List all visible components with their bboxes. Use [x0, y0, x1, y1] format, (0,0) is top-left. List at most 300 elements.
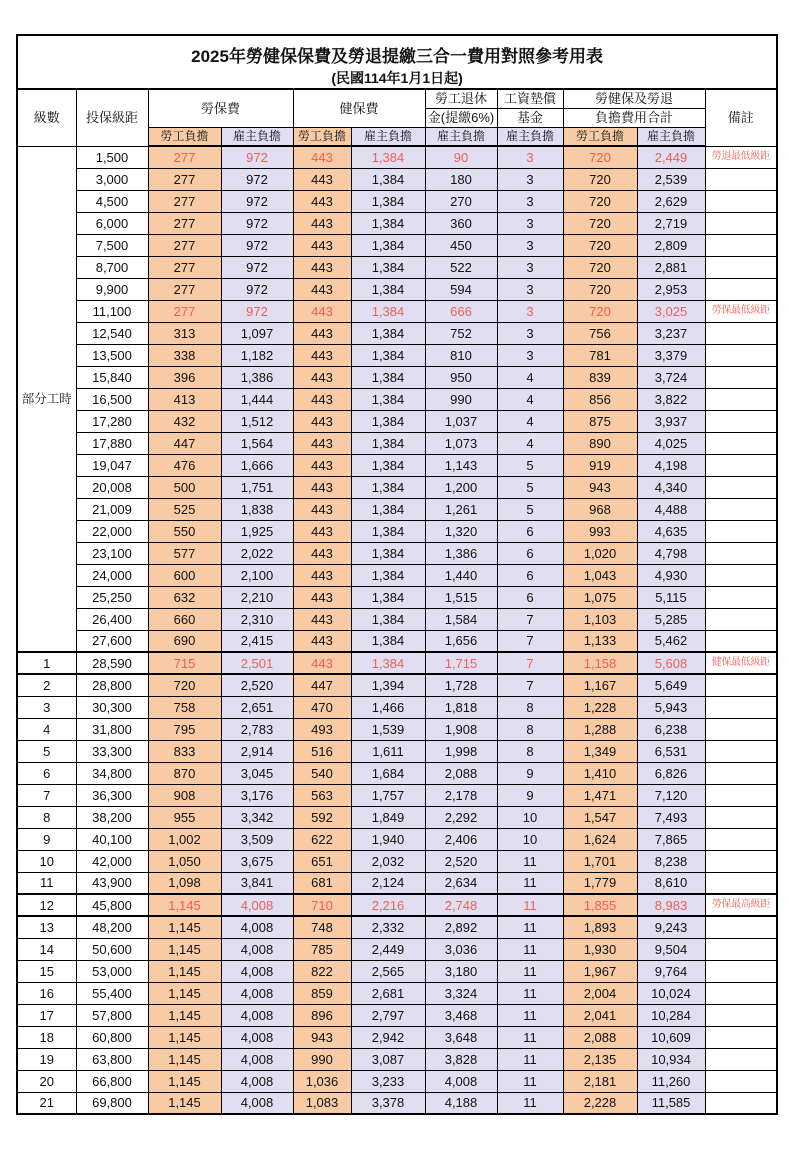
- value-cell: 2,135: [563, 1048, 637, 1070]
- value-cell: 896: [293, 1004, 351, 1026]
- value-cell: 5,115: [637, 586, 705, 608]
- value-cell: 11: [497, 1026, 563, 1048]
- value-cell: 2,228: [563, 1092, 637, 1114]
- value-cell: 3: [497, 146, 563, 168]
- level-cell: 14: [17, 938, 76, 960]
- table-row: [17, 894, 777, 916]
- bracket-cell: 60,800: [76, 1026, 148, 1048]
- value-cell: 5,649: [637, 674, 705, 696]
- value-cell: 5,608: [637, 652, 705, 674]
- table-row: [17, 828, 777, 850]
- value-cell: 2,748: [425, 894, 497, 916]
- value-cell: 3: [497, 234, 563, 256]
- table-row: [17, 586, 777, 608]
- level-cell: 4: [17, 718, 76, 740]
- table-row: [17, 146, 777, 168]
- value-cell: 3,036: [425, 938, 497, 960]
- value-cell: 3,724: [637, 366, 705, 388]
- value-cell: 1,002: [148, 828, 221, 850]
- value-cell: 3,237: [637, 322, 705, 344]
- level-cell: 11: [17, 872, 76, 894]
- value-cell: 1,384: [351, 454, 425, 476]
- bracket-cell: 40,100: [76, 828, 148, 850]
- value-cell: 443: [293, 300, 351, 322]
- value-cell: 1,075: [563, 586, 637, 608]
- value-cell: 1,261: [425, 498, 497, 520]
- value-cell: 2,406: [425, 828, 497, 850]
- value-cell: 4: [497, 432, 563, 454]
- level-cell: 21: [17, 1092, 76, 1114]
- col-header-health-insurance: 健保費: [293, 89, 425, 127]
- value-cell: 1,050: [148, 850, 221, 872]
- title-row: [17, 35, 777, 89]
- table-row: [17, 212, 777, 234]
- value-cell: 870: [148, 762, 221, 784]
- value-cell: 972: [221, 146, 293, 168]
- value-cell: 443: [293, 630, 351, 652]
- value-cell: 2,004: [563, 982, 637, 1004]
- table-row: [17, 388, 777, 410]
- note-cell: 勞保最低級距: [705, 300, 777, 322]
- value-cell: 1,384: [351, 366, 425, 388]
- value-cell: 1,384: [351, 520, 425, 542]
- value-cell: 2,088: [425, 762, 497, 784]
- value-cell: 594: [425, 278, 497, 300]
- value-cell: 632: [148, 586, 221, 608]
- value-cell: 1,893: [563, 916, 637, 938]
- value-cell: 9: [497, 784, 563, 806]
- value-cell: 3,937: [637, 410, 705, 432]
- value-cell: 2,651: [221, 696, 293, 718]
- value-cell: 8: [497, 740, 563, 762]
- value-cell: 1,466: [351, 696, 425, 718]
- value-cell: 1,394: [351, 674, 425, 696]
- note-cell: [705, 1048, 777, 1070]
- value-cell: 3,675: [221, 850, 293, 872]
- value-cell: 4: [497, 410, 563, 432]
- value-cell: 443: [293, 652, 351, 674]
- value-cell: 1,940: [351, 828, 425, 850]
- value-cell: 11: [497, 1070, 563, 1092]
- value-cell: 2,415: [221, 630, 293, 652]
- value-cell: 908: [148, 784, 221, 806]
- col-header-pension-bottom: 金(提繳6%): [425, 108, 497, 127]
- value-cell: 2,210: [221, 586, 293, 608]
- value-cell: 3,828: [425, 1048, 497, 1070]
- value-cell: 1,547: [563, 806, 637, 828]
- value-cell: 10,024: [637, 982, 705, 1004]
- value-cell: 3,087: [351, 1048, 425, 1070]
- value-cell: 443: [293, 168, 351, 190]
- value-cell: 4,008: [221, 1026, 293, 1048]
- note-cell: [705, 850, 777, 872]
- table-row: [17, 652, 777, 674]
- value-cell: 3,379: [637, 344, 705, 366]
- bracket-cell: 25,250: [76, 586, 148, 608]
- value-cell: 592: [293, 806, 351, 828]
- value-cell: 8: [497, 718, 563, 740]
- value-cell: 5: [497, 476, 563, 498]
- bracket-cell: 12,540: [76, 322, 148, 344]
- value-cell: 443: [293, 476, 351, 498]
- value-cell: 5,285: [637, 608, 705, 630]
- level-cell: 13: [17, 916, 76, 938]
- value-cell: 8,238: [637, 850, 705, 872]
- value-cell: 1,386: [425, 542, 497, 564]
- subheader-li-employee: 勞工負擔: [148, 127, 221, 146]
- bracket-cell: 11,100: [76, 300, 148, 322]
- value-cell: 1,145: [148, 960, 221, 982]
- value-cell: 1,715: [425, 652, 497, 674]
- table-row: [17, 938, 777, 960]
- value-cell: 443: [293, 586, 351, 608]
- value-cell: 1,103: [563, 608, 637, 630]
- note-cell: [705, 278, 777, 300]
- table-row: [17, 410, 777, 432]
- fee-table-body: [17, 146, 777, 1114]
- subheader-hi-employer: 雇主負擔: [351, 127, 425, 146]
- value-cell: 8,983: [637, 894, 705, 916]
- value-cell: 11: [497, 982, 563, 1004]
- value-cell: 443: [293, 520, 351, 542]
- note-cell: [705, 784, 777, 806]
- value-cell: 839: [563, 366, 637, 388]
- table-row: [17, 960, 777, 982]
- bracket-cell: 20,008: [76, 476, 148, 498]
- value-cell: 7: [497, 652, 563, 674]
- col-header-level: 級數: [17, 89, 76, 146]
- table-row: [17, 498, 777, 520]
- value-cell: 443: [293, 388, 351, 410]
- bracket-cell: 42,000: [76, 850, 148, 872]
- value-cell: 277: [148, 190, 221, 212]
- value-cell: 1,349: [563, 740, 637, 762]
- value-cell: 6: [497, 586, 563, 608]
- value-cell: 600: [148, 564, 221, 586]
- value-cell: 443: [293, 344, 351, 366]
- bracket-cell: 4,500: [76, 190, 148, 212]
- value-cell: 3: [497, 190, 563, 212]
- value-cell: 1,145: [148, 1026, 221, 1048]
- value-cell: 2,181: [563, 1070, 637, 1092]
- value-cell: 1,384: [351, 542, 425, 564]
- value-cell: 4,008: [221, 960, 293, 982]
- value-cell: 4,188: [425, 1092, 497, 1114]
- value-cell: 1,384: [351, 586, 425, 608]
- note-cell: [705, 168, 777, 190]
- value-cell: 3,176: [221, 784, 293, 806]
- value-cell: 1,751: [221, 476, 293, 498]
- value-cell: 277: [148, 300, 221, 322]
- value-cell: 1,145: [148, 916, 221, 938]
- value-cell: 1,818: [425, 696, 497, 718]
- value-cell: 2,216: [351, 894, 425, 916]
- value-cell: 720: [563, 146, 637, 168]
- value-cell: 3: [497, 256, 563, 278]
- value-cell: 2,914: [221, 740, 293, 762]
- value-cell: 4,008: [221, 1092, 293, 1114]
- value-cell: 9,504: [637, 938, 705, 960]
- value-cell: 1,584: [425, 608, 497, 630]
- value-cell: 1,037: [425, 410, 497, 432]
- table-row: [17, 278, 777, 300]
- bracket-cell: 22,000: [76, 520, 148, 542]
- value-cell: 715: [148, 652, 221, 674]
- value-cell: 972: [221, 278, 293, 300]
- level-cell: 17: [17, 1004, 76, 1026]
- value-cell: 2,449: [351, 938, 425, 960]
- value-cell: 4,198: [637, 454, 705, 476]
- level-cell: 12: [17, 894, 76, 916]
- bracket-cell: 33,300: [76, 740, 148, 762]
- value-cell: 690: [148, 630, 221, 652]
- value-cell: 2,041: [563, 1004, 637, 1026]
- bracket-cell: 48,200: [76, 916, 148, 938]
- table-row: [17, 454, 777, 476]
- table-row: [17, 1004, 777, 1026]
- value-cell: 11: [497, 850, 563, 872]
- value-cell: 720: [563, 190, 637, 212]
- header-row-1: [17, 89, 777, 108]
- value-cell: 2,520: [425, 850, 497, 872]
- level-cell: 1: [17, 652, 76, 674]
- value-cell: 8: [497, 696, 563, 718]
- value-cell: 1,666: [221, 454, 293, 476]
- value-cell: 875: [563, 410, 637, 432]
- value-cell: 2,634: [425, 872, 497, 894]
- value-cell: 3,342: [221, 806, 293, 828]
- value-cell: 1,386: [221, 366, 293, 388]
- value-cell: 3: [497, 344, 563, 366]
- value-cell: 3: [497, 168, 563, 190]
- value-cell: 7,120: [637, 784, 705, 806]
- table-row: [17, 872, 777, 894]
- subheader-hi-employee: 勞工負擔: [293, 127, 351, 146]
- value-cell: 781: [563, 344, 637, 366]
- value-cell: 720: [563, 168, 637, 190]
- value-cell: 1,083: [293, 1092, 351, 1114]
- value-cell: 277: [148, 278, 221, 300]
- value-cell: 810: [425, 344, 497, 366]
- value-cell: 1,133: [563, 630, 637, 652]
- bracket-cell: 31,800: [76, 718, 148, 740]
- value-cell: 4,008: [425, 1070, 497, 1092]
- value-cell: 1,145: [148, 982, 221, 1004]
- value-cell: 10: [497, 828, 563, 850]
- value-cell: 5,943: [637, 696, 705, 718]
- page-title: 2025年勞健保保費及勞退提繳三合一費用對照參考用表: [191, 46, 603, 66]
- value-cell: 720: [563, 234, 637, 256]
- value-cell: 11: [497, 938, 563, 960]
- value-cell: 3,822: [637, 388, 705, 410]
- note-cell: [705, 1070, 777, 1092]
- value-cell: 1,073: [425, 432, 497, 454]
- value-cell: 2,953: [637, 278, 705, 300]
- value-cell: 2,032: [351, 850, 425, 872]
- value-cell: 3,468: [425, 1004, 497, 1026]
- table-title-cell: [17, 35, 777, 89]
- value-cell: 270: [425, 190, 497, 212]
- value-cell: 577: [148, 542, 221, 564]
- value-cell: 4,025: [637, 432, 705, 454]
- table-row: [17, 1070, 777, 1092]
- value-cell: 443: [293, 608, 351, 630]
- value-cell: 1,145: [148, 938, 221, 960]
- level-cell: 16: [17, 982, 76, 1004]
- value-cell: 785: [293, 938, 351, 960]
- value-cell: 9: [497, 762, 563, 784]
- table-row: [17, 256, 777, 278]
- value-cell: 1,145: [148, 1070, 221, 1092]
- value-cell: 6,238: [637, 718, 705, 740]
- bracket-cell: 27,600: [76, 630, 148, 652]
- value-cell: 1,167: [563, 674, 637, 696]
- value-cell: 4,008: [221, 1004, 293, 1026]
- table-row: [17, 344, 777, 366]
- value-cell: 360: [425, 212, 497, 234]
- table-row: [17, 850, 777, 872]
- note-cell: [705, 410, 777, 432]
- value-cell: 1,384: [351, 498, 425, 520]
- value-cell: 4,635: [637, 520, 705, 542]
- value-cell: 443: [293, 190, 351, 212]
- value-cell: 11: [497, 960, 563, 982]
- table-row: [17, 476, 777, 498]
- value-cell: 443: [293, 256, 351, 278]
- table-row: [17, 520, 777, 542]
- value-cell: 1,539: [351, 718, 425, 740]
- table-row: [17, 982, 777, 1004]
- note-cell: [705, 872, 777, 894]
- value-cell: 1,036: [293, 1070, 351, 1092]
- note-cell: [705, 674, 777, 696]
- value-cell: 3: [497, 300, 563, 322]
- value-cell: 4,008: [221, 894, 293, 916]
- subheader-total-employer: 雇主負擔: [637, 127, 705, 146]
- value-cell: 4,008: [221, 982, 293, 1004]
- level-cell: 19: [17, 1048, 76, 1070]
- value-cell: 1,384: [351, 212, 425, 234]
- note-cell: [705, 542, 777, 564]
- table-row: [17, 542, 777, 564]
- value-cell: 90: [425, 146, 497, 168]
- value-cell: 443: [293, 234, 351, 256]
- level-cell: 9: [17, 828, 76, 850]
- value-cell: 11: [497, 894, 563, 916]
- value-cell: 1,384: [351, 630, 425, 652]
- value-cell: 1,908: [425, 718, 497, 740]
- value-cell: 11,585: [637, 1092, 705, 1114]
- value-cell: 3,378: [351, 1092, 425, 1114]
- value-cell: 1,098: [148, 872, 221, 894]
- bracket-cell: 19,047: [76, 454, 148, 476]
- value-cell: 443: [293, 410, 351, 432]
- value-cell: 9,764: [637, 960, 705, 982]
- value-cell: 5,462: [637, 630, 705, 652]
- value-cell: 540: [293, 762, 351, 784]
- value-cell: 1,145: [148, 894, 221, 916]
- value-cell: 2,892: [425, 916, 497, 938]
- bracket-cell: 28,590: [76, 652, 148, 674]
- value-cell: 522: [425, 256, 497, 278]
- value-cell: 443: [293, 498, 351, 520]
- value-cell: 1,384: [351, 190, 425, 212]
- note-cell: [705, 696, 777, 718]
- value-cell: 7: [497, 608, 563, 630]
- value-cell: 756: [563, 322, 637, 344]
- value-cell: 972: [221, 256, 293, 278]
- table-row: [17, 366, 777, 388]
- note-cell: [705, 432, 777, 454]
- value-cell: 500: [148, 476, 221, 498]
- value-cell: 2,539: [637, 168, 705, 190]
- col-header-labor-insurance: 勞保費: [148, 89, 293, 127]
- value-cell: 470: [293, 696, 351, 718]
- value-cell: 8,610: [637, 872, 705, 894]
- bracket-cell: 7,500: [76, 234, 148, 256]
- note-cell: 勞退最低級距: [705, 146, 777, 168]
- value-cell: 10,609: [637, 1026, 705, 1048]
- value-cell: 443: [293, 146, 351, 168]
- value-cell: 1,145: [148, 1092, 221, 1114]
- value-cell: 943: [563, 476, 637, 498]
- value-cell: 2,088: [563, 1026, 637, 1048]
- table-row: [17, 784, 777, 806]
- level-cell: 8: [17, 806, 76, 828]
- level-cell: 2: [17, 674, 76, 696]
- level-cell: 20: [17, 1070, 76, 1092]
- value-cell: 1,384: [351, 234, 425, 256]
- note-cell: [705, 916, 777, 938]
- value-cell: 2,332: [351, 916, 425, 938]
- value-cell: 2,124: [351, 872, 425, 894]
- col-header-combined-top: 勞健保及勞退: [563, 89, 705, 108]
- value-cell: 4,008: [221, 916, 293, 938]
- value-cell: 1,728: [425, 674, 497, 696]
- note-cell: [705, 1004, 777, 1026]
- value-cell: 720: [563, 212, 637, 234]
- value-cell: 6,531: [637, 740, 705, 762]
- value-cell: 432: [148, 410, 221, 432]
- value-cell: 1,855: [563, 894, 637, 916]
- value-cell: 4,008: [221, 1070, 293, 1092]
- bracket-cell: 45,800: [76, 894, 148, 916]
- table-row: [17, 564, 777, 586]
- value-cell: 2,022: [221, 542, 293, 564]
- bracket-cell: 9,900: [76, 278, 148, 300]
- note-cell: [705, 982, 777, 1004]
- value-cell: 1,384: [351, 300, 425, 322]
- value-cell: 1,564: [221, 432, 293, 454]
- subheader-li-employer: 雇主負擔: [221, 127, 293, 146]
- value-cell: 450: [425, 234, 497, 256]
- level-cell: 5: [17, 740, 76, 762]
- value-cell: 11: [497, 916, 563, 938]
- value-cell: 443: [293, 278, 351, 300]
- value-cell: 3,841: [221, 872, 293, 894]
- value-cell: 1,228: [563, 696, 637, 718]
- value-cell: 758: [148, 696, 221, 718]
- value-cell: 3: [497, 212, 563, 234]
- value-cell: 1,020: [563, 542, 637, 564]
- value-cell: 2,881: [637, 256, 705, 278]
- value-cell: 720: [148, 674, 221, 696]
- level-cell: 7: [17, 784, 76, 806]
- value-cell: 968: [563, 498, 637, 520]
- value-cell: 990: [425, 388, 497, 410]
- value-cell: 9,243: [637, 916, 705, 938]
- value-cell: 1,512: [221, 410, 293, 432]
